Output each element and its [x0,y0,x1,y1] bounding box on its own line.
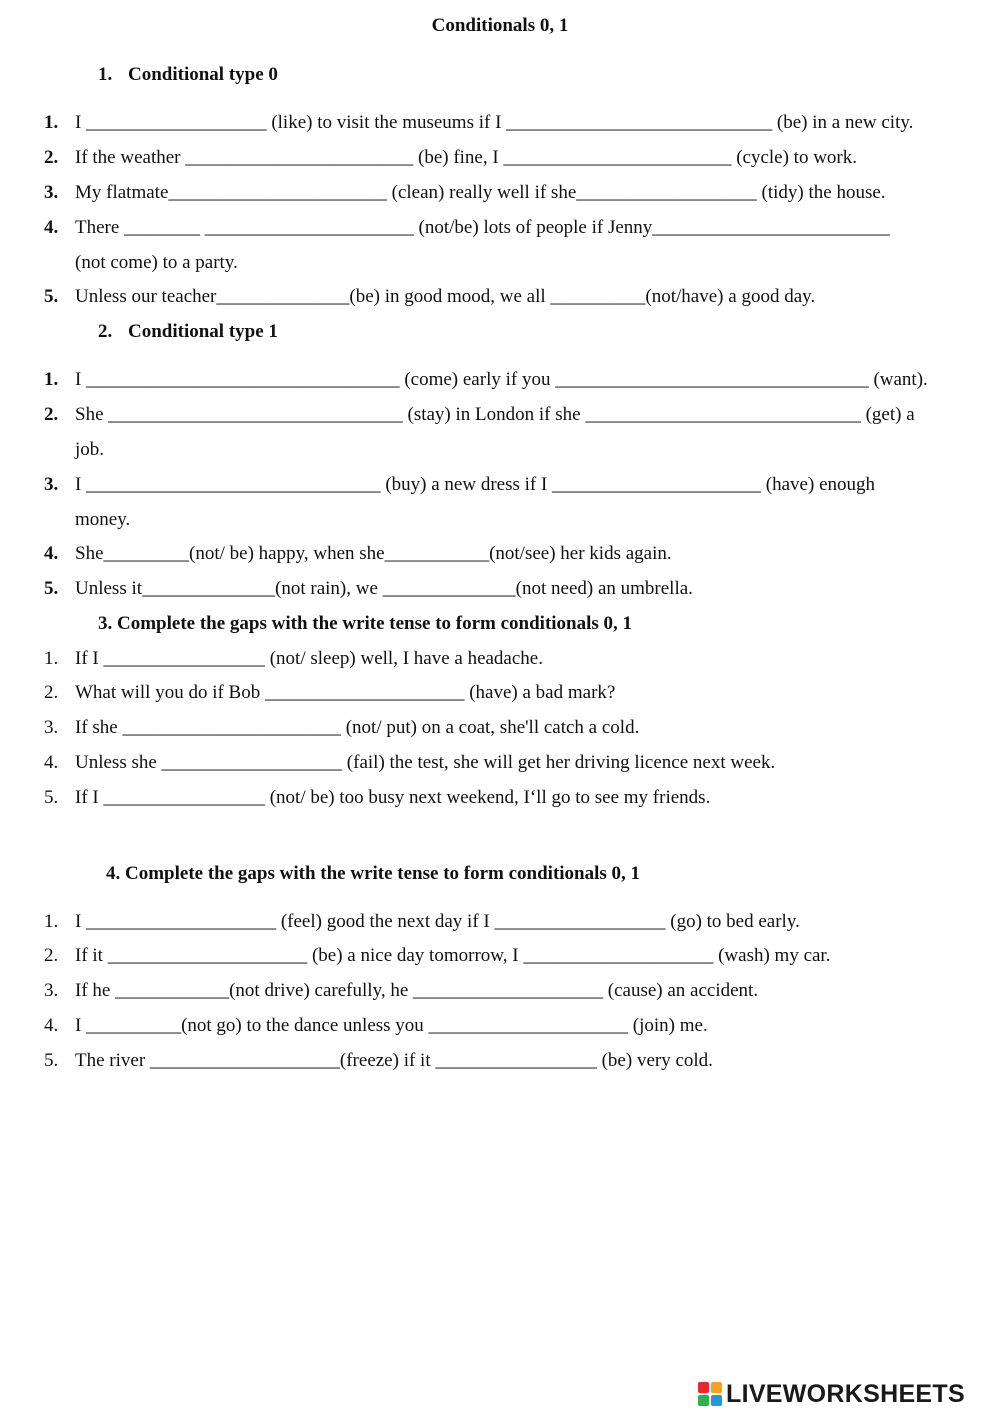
section-number: 1. [98,64,113,85]
liveworksheets-logo[interactable] [698,1378,965,1410]
item-text: What will you do if Bob _____________________ (have) a bad mark? [75,682,616,703]
logo-text: LIVEWORKSHEETS [726,1379,965,1408]
item-text: I __________(not go) to the dance unless you _____________________ (join) me. [75,1015,708,1036]
item-number: 2. [44,945,59,966]
item-number: 5. [44,1050,59,1071]
list-item [44,217,968,239]
item-number: 2. [44,682,59,703]
logo-tile-blue [711,1395,722,1406]
section-1-heading [98,64,278,86]
list-item [44,578,968,600]
section-3-heading: 3. Complete the gaps with the write tense to form conditionals 0, 1 [98,613,633,634]
item-number: 5. [44,787,59,808]
item-text: She_________(not/ be) happy, when she___________(not/see) her kids again. [75,543,672,564]
item-number: 3. [44,717,59,738]
list-item [44,286,968,308]
item-number: 5. [44,286,59,307]
item-text: If the weather ________________________ (be) fine, I ________________________ (cycle) to work. [75,147,858,168]
item-text: I _________________________________ (come) early if you _________________________________ (want). [75,369,928,390]
item-text: There ________ ______________________ (not/be) lots of people if Jenny_________________________ [75,217,890,238]
item-text: The river ____________________(freeze) if it _________________ (be) very cold. [75,1050,713,1071]
list-item [44,147,968,169]
item-continuation: money. [75,509,131,530]
list-item [44,182,968,204]
list-item [44,648,968,670]
section-4-heading: 4. Complete the gaps with the write tense to form conditionals 0, 1 [106,863,641,884]
item-text: If I _________________ (not/ be) too busy next weekend, I‘ll go to see my friends. [75,787,711,808]
list-item [44,369,968,391]
item-number: 3. [44,980,59,1001]
list-item [44,112,968,134]
item-text: If it _____________________ (be) a nice day tomorrow, I ____________________ (wash) my car. [75,945,831,966]
item-text: She _______________________________ (stay) in London if she _____________________________ (get) a [75,404,915,425]
logo-tile-green [698,1395,709,1406]
item-text: If I _________________ (not/ sleep) well, I have a headache. [75,648,543,669]
item-number: 4. [44,543,59,564]
item-number: 3. [44,182,59,203]
item-text: If he ____________(not drive) carefully, he ____________________ (cause) an accident. [75,980,759,1001]
item-text: Unless our teacher______________(be) in good mood, we all __________(not/have) a good day. [75,286,816,307]
logo-tile-orange [711,1382,722,1393]
item-number: 4. [44,752,59,773]
item-text: I _______________________________ (buy) a new dress if I ______________________ (have) enough [75,474,876,495]
item-continuation: job. [75,439,105,460]
item-number: 1. [44,369,59,390]
list-item [44,682,968,704]
section-number: 2. [98,321,113,342]
list-item [44,1050,968,1072]
item-continuation: (not come) to a party. [75,252,238,273]
item-number: 1. [44,112,59,133]
section-title: Conditional type 0 [128,64,278,85]
list-item [44,543,968,565]
item-text: If she _______________________ (not/ put) on a coat, she'll catch a cold. [75,717,640,738]
list-item [44,717,968,739]
item-text: My flatmate_______________________ (clean) really well if she___________________ (tidy) the house. [75,182,886,203]
item-text: Unless she ___________________ (fail) the test, she will get her driving licence next week. [75,752,776,773]
logo-tile-red [698,1382,709,1393]
item-text: Unless it______________(not rain), we ______________(not need) an umbrella. [75,578,693,599]
list-item [44,911,968,933]
liveworksheets-logo-icon [698,1382,722,1406]
page-title: Conditionals 0, 1 [431,15,569,36]
item-number: 2. [44,404,59,425]
item-number: 4. [44,1015,59,1036]
section-2-heading [98,321,278,343]
item-number: 1. [44,911,59,932]
item-number: 2. [44,147,59,168]
list-item [44,752,968,774]
list-item [44,980,968,1002]
item-number: 3. [44,474,59,495]
item-text: I ___________________ (like) to visit the museums if I ____________________________ (be) in a new city. [75,112,914,133]
list-item [44,787,968,809]
list-item [44,404,968,426]
section-title: Conditional type 1 [128,321,278,342]
item-number: 4. [44,217,59,238]
item-number: 1. [44,648,59,669]
list-item [44,945,968,967]
item-text: I ____________________ (feel) good the next day if I __________________ (go) to bed early. [75,911,800,932]
item-number: 5. [44,578,59,599]
list-item [44,1015,968,1037]
list-item [44,474,968,496]
